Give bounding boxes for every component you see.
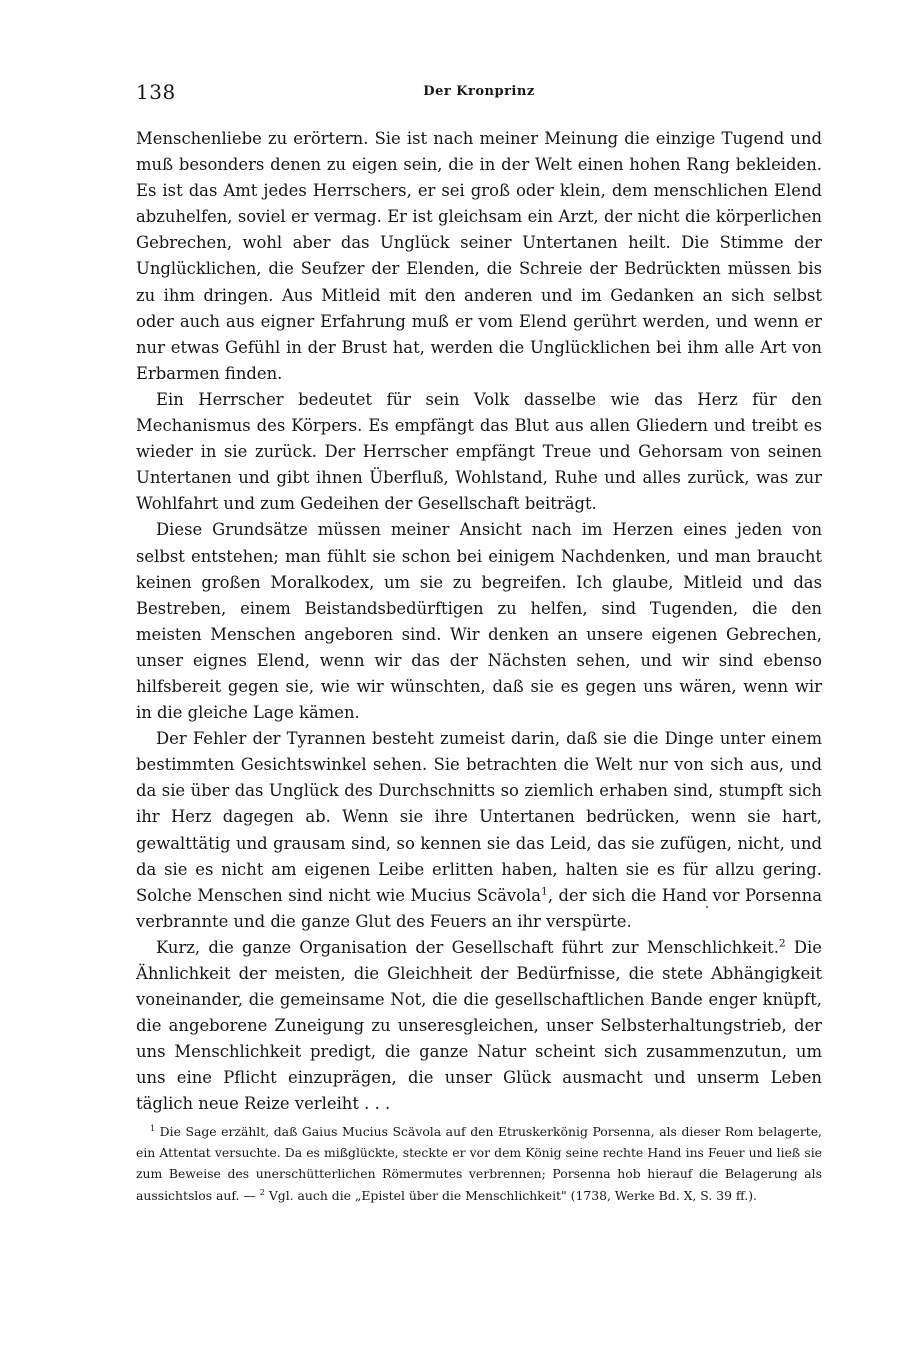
paragraph-4: [136, 726, 822, 935]
footnote-ref-1: 1: [541, 884, 548, 898]
footnote-block: [136, 1121, 822, 1206]
paragraph-1: [136, 126, 822, 387]
print-speck: [706, 906, 708, 908]
running-title: Der Kronprinz: [423, 84, 535, 99]
footnote-ref-2: 2: [778, 936, 786, 950]
running-head: [136, 80, 822, 110]
paragraph-text-continued: Die Ähnlichkeit der meisten, die Gleichheit der Bedürfnisse, die stete Abhängigkeit voneinander, die gemeinsame Not, die die gesellschaftlichen Bande enger knüpft, die angeborene Zuneigung zu unseresgleichen, unser Selbsterhaltungstrieb, der uns Menschlichkeit predigt, die ganze Natur scheint sich zusammenzutun, um uns eine Pflicht einzuprägen, die unser Glück ausmacht und unserm Leben täglich neue Reize verleiht . . .: [136, 937, 823, 1114]
page-number: 138: [136, 80, 176, 104]
footnote-text-1: Die Sage erzählt, daß Gaius Mucius Scävola auf den Etruskerkönig Porsenna, als dieser Rom belagerte, ein Attentat versuchte. Da es mißglückte, steckte er vor dem König seine rechte Hand ins Feuer und ließ sie zum Beweise des unerschütterlichen Römermutes verbrennen; Porsenna hob hierauf die Belagerung als aussichtslos auf. —: [136, 1124, 822, 1203]
paragraph-3: [136, 517, 822, 726]
paragraph-text: Diese Grundsätze müssen meiner Ansicht nach im Herzen eines jeden von selbst entstehen; man fühlt sie schon bei einigem Nachdenken, und man braucht keinen großen Moralkodex, um sie zu begreifen. Ich glaube, Mitleid und das Bestreben, einem Beistandsbedürftigen zu helfen, sind Tugenden, die den meisten Menschen angeboren sind. Wir denken an unsere eigenen Gebrechen, unser eignes Elend, wenn wir das der Nächsten sehen, und wir sind ebenso hilfsbereit gegen sie, wie wir wünschten, daß sie es gegen uns wären, wenn wir in die gleiche Lage kämen.: [136, 520, 822, 723]
paragraph-text-continued: , der sich die Hand vor Porsenna verbrannte und die ganze Glut des Feuers an ihr verspürte.: [136, 885, 823, 931]
paragraph-text: Menschenliebe zu erörtern. Sie ist nach meiner Meinung die einzige Tugend und muß besonders denen zu eigen sein, die in der Welt einen hohen Rang bekleiden. Es ist das Amt jedes Herrschers, er sei groß oder klein, dem menschlichen Elend abzuhelfen, soviel er vermag. Er ist gleichsam ein Arzt, der nicht die körperlichen Gebrechen, wohl aber das Unglück seiner Untertanen heilt. Die Stimme der Unglücklichen, die Seufzer der Elenden, die Schreie der Bedrückten müssen bis zu ihm dringen. Aus Mitleid mit den anderen und im Gedanken an sich selbst oder auch aus eigner Erfahrung muß er vom Elend gerührt werden, und wenn er nur etwas Gefühl in der Brust hat, werden die Unglücklichen bei ihm alle Art von Erbarmen finden.: [136, 129, 822, 383]
paragraph-5: [136, 935, 822, 1118]
footnote-marker-2: 2: [259, 1187, 265, 1197]
footnote-marker-1: 1: [150, 1123, 156, 1133]
paragraph-text: Kurz, die ganze Organisation der Gesellschaft führt zur Menschlichkeit.: [156, 937, 779, 957]
body-text: [136, 126, 822, 1118]
paragraph-2: [136, 387, 822, 517]
footnotes: [136, 1121, 822, 1206]
paragraph-text: Ein Herrscher bedeutet für sein Volk dasselbe wie das Herz für den Mechanismus des Körpers. Es empfängt das Blut aus allen Gliedern und treibt es wieder in sie zurück. Der Herrscher empfängt Treue und Gehorsam von seinen Untertanen und gibt ihnen Überfluß, Wohlstand, Ruhe und alles zurück, was zur Wohlfahrt und zum Gedeihen der Gesellschaft beiträgt.: [136, 389, 822, 514]
paragraph-text: Der Fehler der Tyrannen besteht zumeist darin, daß sie die Dinge unter einem bestimmten Gesichtswinkel sehen. Sie betrachten die Welt nur von sich aus, und da sie über das Unglück des Durchschnitts so ziemlich erhaben sind, stumpft sich ihr Herz dagegen ab. Wenn sie ihre Untertanen bedrücken, wenn sie hart, gewalttätig und grausam sind, so kennen sie das Leid, das sie zufügen, nicht, und da sie es nicht am eigenen Leibe erlitten haben, halten sie es für allzu gering. Solche Menschen sind nicht wie Mucius Scävola: [136, 729, 822, 905]
footnote-text-2: Vgl. auch die „Epistel über die Menschlichkeit" (1738, Werke Bd. X, S. 39 ff.).: [264, 1187, 757, 1203]
